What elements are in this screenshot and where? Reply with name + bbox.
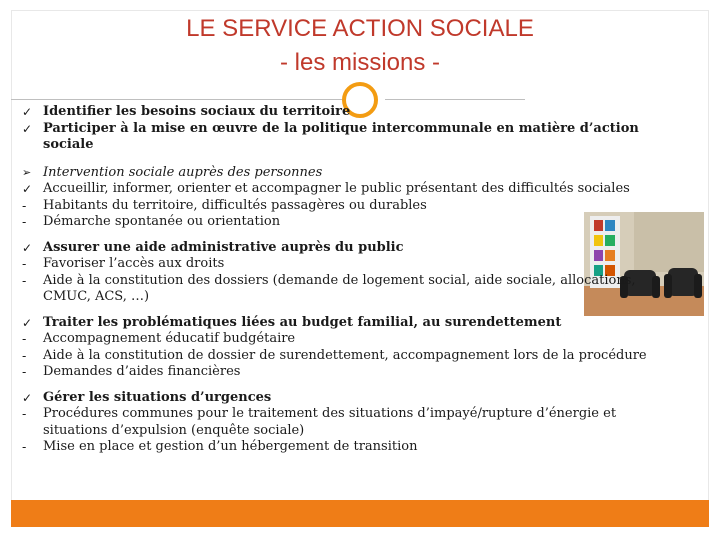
- list-item-text: Procédures communes pour le traitement des situations d’impayé/rupture d’énergie et situations d’expulsion (enquête sociale): [43, 406, 617, 438]
- checkmark-icon: ✓: [22, 121, 33, 136]
- list-item-text: Habitants du territoire, difficultés passagères ou durables: [43, 197, 427, 213]
- checkmark-icon: ✓: [22, 315, 33, 330]
- list-item: [22, 240, 682, 257]
- footer-bar: [11, 500, 709, 527]
- list-item-text: Gérer les situations d’urgences: [43, 389, 272, 405]
- list-item: [22, 165, 682, 182]
- list-item: [22, 198, 682, 215]
- list-item: [22, 331, 682, 348]
- list-item-text: Identifier les besoins sociaux du territoire: [43, 104, 351, 119]
- dash-bullet-icon: -: [22, 440, 27, 454]
- list-item-text: Participer à la mise en œuvre de la politique intercommunale en matière d’action sociale: [43, 120, 639, 152]
- list-item: [22, 273, 682, 306]
- arrow-bullet-icon: ➢: [22, 165, 32, 179]
- dash-bullet-icon: -: [22, 257, 27, 271]
- checkmark-icon: ✓: [22, 390, 33, 405]
- list-item: [22, 364, 682, 381]
- page-subtitle: - les missions -: [279, 49, 441, 76]
- list-item-text: Traiter les problématiques liées au budget familial, au surendettement: [43, 314, 562, 330]
- checkmark-icon: ✓: [22, 240, 33, 255]
- page-title: LE SERVICE ACTION SOCIALE: [186, 15, 534, 42]
- list-item-text: Assurer une aide administrative auprès du public: [43, 239, 404, 255]
- section-urgences: [22, 390, 682, 456]
- title-divider-right: [385, 99, 525, 100]
- checkmark-icon: ✓: [22, 105, 33, 119]
- list-item-text: Aide à la constitution des dossiers (demande de logement social, aide sociale, allocations, CMUC, ACS, …): [43, 272, 636, 304]
- dash-bullet-icon: -: [22, 273, 27, 288]
- list-item-text: Favoriser l’accès aux droits: [43, 256, 225, 271]
- list-item-text: Mise en place et gestion d’un hébergement de transition: [43, 439, 418, 454]
- list-item: [22, 406, 682, 439]
- list-item-text: Accompagnement éducatif budgétaire: [43, 331, 296, 346]
- list-item: [22, 315, 682, 332]
- section-identification: [22, 104, 682, 154]
- dash-bullet-icon: -: [22, 332, 27, 346]
- section-intervention: [22, 165, 682, 231]
- list-item-text: Accueillir, informer, orienter et accompagner le public présentant des difficultés sociales: [43, 181, 630, 196]
- dash-bullet-icon: -: [22, 365, 27, 379]
- list-item-text: Demandes d’aides financières: [43, 364, 241, 379]
- dash-bullet-icon: -: [22, 348, 27, 363]
- section-administrative: [22, 240, 682, 306]
- dash-bullet-icon: -: [22, 407, 27, 421]
- title-divider-left: [11, 99, 342, 100]
- list-item: [22, 181, 682, 198]
- checkmark-icon: ✓: [22, 182, 33, 196]
- list-item: [22, 104, 682, 121]
- section-budget: [22, 315, 682, 381]
- dash-bullet-icon: -: [22, 198, 27, 213]
- list-item: [22, 348, 682, 365]
- missions-content: [22, 104, 682, 456]
- dash-bullet-icon: -: [22, 215, 27, 229]
- list-item: [22, 390, 682, 407]
- list-item-text: Démarche spontanée ou orientation: [43, 214, 281, 229]
- list-item: [22, 214, 682, 231]
- list-item: [22, 439, 682, 456]
- list-item-text: Aide à la constitution de dossier de surendettement, accompagnement lors de la procédure: [43, 347, 647, 363]
- list-item: [22, 256, 682, 273]
- list-item: [22, 121, 682, 154]
- list-item-text: Intervention sociale auprès des personnes: [43, 164, 323, 180]
